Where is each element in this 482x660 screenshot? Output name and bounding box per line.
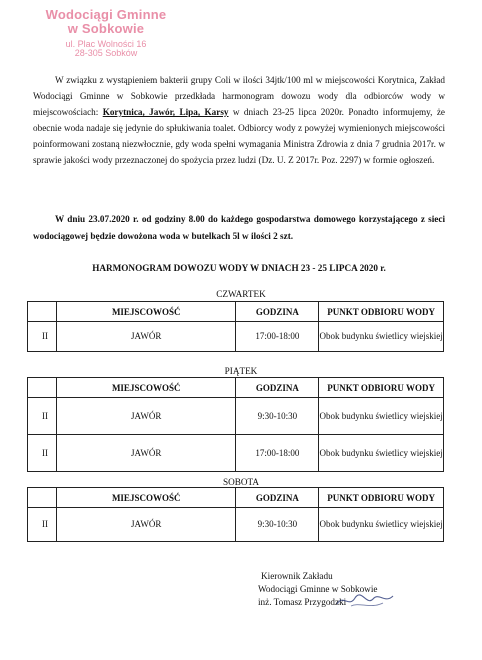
header-place: MIEJSCOWOŚĆ [56, 488, 236, 508]
row-hour: 17:00-18:00 [236, 435, 319, 472]
company-stamp [36, 8, 176, 58]
row-point: Obok budynku świetlicy wiejskiej [319, 322, 444, 352]
table-header-row [28, 302, 444, 322]
intro-localities-highlight: Korytnica, Jawór, Lipa, Karsy [102, 107, 229, 117]
table-row [28, 322, 444, 352]
header-hour: GODZINA [236, 378, 319, 398]
delivery-notice: W dniu 23.07.2020 r. od godziny 8.00 do każdego gospodarstwa domowego korzystającego z sieci wodociągowej będzie dowożona woda w butelkach 5l w ilości 2 szt. [33, 214, 445, 241]
header-place: MIEJSCOWOŚĆ [56, 302, 236, 322]
row-num: II [28, 435, 57, 472]
signature-person: inż. Tomasz Przygodzki [258, 597, 347, 607]
header-hour: GODZINA [236, 488, 319, 508]
row-place: JAWÓR [56, 508, 236, 542]
row-hour: 17:00-18:00 [236, 322, 319, 352]
table-header-row [28, 378, 444, 398]
header-place: MIEJSCOWOŚĆ [56, 378, 236, 398]
row-point: Obok budynku świetlicy wiejskiej [319, 435, 444, 472]
signature-title: Kierownik Zakładu [261, 571, 333, 581]
row-point: Obok budynku świetlicy wiejskiej [319, 398, 444, 435]
schedule-heading: HARMONOGRAM DOWOZU WODY W DNIACH 23 - 25 LIPCA 2020 r. [92, 263, 386, 273]
stamp-address-line1: ul. Plac Wolności 16 [65, 39, 147, 49]
row-num: II [28, 322, 57, 352]
row-place: JAWÓR [56, 435, 236, 472]
handwritten-signature [333, 590, 403, 612]
day-label-saturday: SOBOTA [222, 477, 260, 487]
table-header-row [28, 488, 444, 508]
header-num [28, 378, 57, 398]
schedule-table-saturday [27, 487, 444, 542]
stamp-name-line1: Wodociągi Gminne [45, 7, 167, 22]
header-point: PUNKT ODBIORU WODY [319, 488, 444, 508]
stamp-address-line2: 28-305 Sobków [74, 48, 138, 58]
table-row [28, 435, 444, 472]
table-row [28, 508, 444, 542]
stamp-name-line2: w Sobkowie [67, 21, 145, 36]
day-label-thursday: CZWARTEK [216, 289, 266, 299]
signature-company: Wodociągi Gminne w Sobkowie [258, 584, 378, 594]
row-num: II [28, 398, 57, 435]
header-point: PUNKT ODBIORU WODY [319, 302, 444, 322]
intro-text-before: W związku z wystąpieniem bakterii grupy Coli w ilości 34jtk/100 ml w miejscowości Korytnica, Zakład Wodociągi Gminne w Sobkowie przedkłada harmonogram dowozu wody dla odbiorców wody w miejscowościach: [33, 75, 445, 117]
row-hour: 9:30-10:30 [236, 398, 319, 435]
row-hour: 9:30-10:30 [236, 508, 319, 542]
header-hour: GODZINA [236, 302, 319, 322]
schedule-table-friday [27, 377, 444, 472]
schedule-table-thursday [27, 301, 444, 352]
header-num [28, 302, 57, 322]
intro-paragraph [33, 72, 445, 168]
day-label-friday: PIĄTEK [224, 366, 258, 376]
row-num: II [28, 508, 57, 542]
row-point: Obok budynku świetlicy wiejskiej [319, 508, 444, 542]
intro-text-after: w dniach 23-25 lipca 2020r. Ponadto informujemy, że obecnie woda nadaje się jedynie do spłukiwania toalet. Odbiorcy wody z powyżej wymienionych miejscowości poinformowani zostaną niezwłocznie, gdy woda spełni wymagania Ministra Zdrowia z dnia 7 grudnia 2017r. w sprawie jakości wody przeznaczonej do spożycia przez ludzi (Dz. U. Z 2017r. Poz. 2297) w formie ogłoszeń. [33, 107, 445, 165]
row-place: JAWÓR [56, 398, 236, 435]
row-place: JAWÓR [56, 322, 236, 352]
header-point: PUNKT ODBIORU WODY [319, 378, 444, 398]
header-num [28, 488, 57, 508]
table-row [28, 398, 444, 435]
